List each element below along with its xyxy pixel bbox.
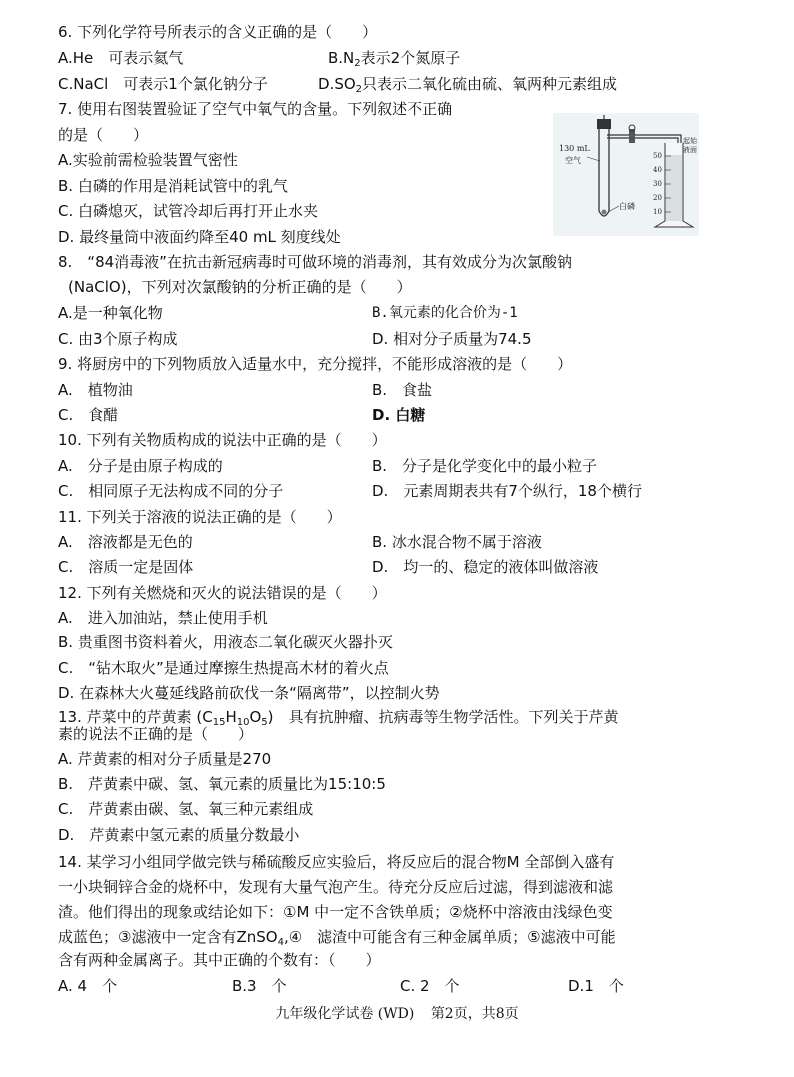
q6-option-b: $B.N_2$表示2个氮原子	[328, 49, 461, 69]
q9-option-c: C. 食醋	[58, 406, 119, 424]
q10-option-d: D. 元素周期表共有7个纵行，18个横行	[372, 482, 642, 500]
q11-option-d: D. 均一的、稳定的液体叫做溶液	[372, 558, 599, 576]
q14-line4: 成蓝色；③滤液中一定含有ZnSO$_4$,④ 滤渣中可能含有三种金属单质；⑤滤液中可能	[58, 928, 616, 948]
tube-volume-label: 130 mL	[559, 144, 590, 153]
q14-option-a: A. 4 个	[58, 977, 118, 995]
q6-option-d: $D.SO_2$只表示二氧化硫由硫、氧两种元素组成	[318, 75, 618, 95]
q7-option-d: D. 最终量筒中液面约降至40 mL 刻度线处	[58, 228, 341, 246]
q14-option-c: C. 2 个	[400, 977, 460, 995]
q10-option-a: A. 分子是由原子构成的	[58, 457, 223, 475]
q12-option-d: D. 在森林大火蔓延线路前砍伐一条“隔离带”，以控制火势	[58, 684, 440, 702]
phosphorus-sample	[602, 210, 607, 215]
q12-option-b: B. 贵重图书资料着火，用液态二氧化碳灭火器扑灭	[58, 633, 393, 651]
q9-option-b: B. 食盐	[372, 381, 433, 399]
start-level-label1: 起始	[683, 137, 697, 145]
q6-option-a: A.He 可表示氦气	[58, 49, 184, 67]
exam-title: 九年级化学试卷 (WD)	[275, 1006, 415, 1022]
q12-option-a: A. 进入加油站，禁止使用手机	[58, 609, 268, 627]
phosphorus-label: 白磷	[619, 202, 635, 211]
q9-stem: 9. 将厨房中的下列物质放入适量水中，充分搅拌，不能形成溶液的是（ ）	[58, 355, 573, 373]
q14-line3: 渣。他们得出的现象或结论如下：①M 中一定不含铁单质；②烧杯中溶液由浅绿色变	[58, 903, 613, 921]
tick-30: 30	[653, 180, 662, 188]
q13-option-a: A. 芹黄素的相对分子质量是270	[58, 750, 272, 768]
q11-stem: 11. 下列关于溶液的说法正确的是（ ）	[58, 508, 342, 526]
q13-stem-line1: 13. 芹菜中的芹黄素 $(C_{15}H_{10}O_5)$ 具有抗肿瘤、抗病毒等生物学活性。下列关于芹黄	[58, 708, 619, 728]
q13-option-c: C. 芹黄素由碳、氢、氧三种元素组成	[58, 800, 314, 818]
q8-option-b: B.氧元素的化合价为-1	[372, 305, 518, 321]
q14-line1: 14. 某学习小组同学做完铁与稀硫酸反应实验后，将反应后的混合物M 全部倒入盛有	[58, 853, 615, 871]
page-footer	[0, 1003, 794, 1023]
q8-stem-line1: 8. “84消毒液”在抗击新冠病毒时可做环境的消毒剂，其有效成分为次氯酸钠	[58, 253, 572, 271]
q8-stem-line2: (NaClO)，下列对次氯酸钠的分析正确的是（ ）	[68, 278, 412, 296]
tube-air-label: 空气	[565, 156, 581, 165]
q10-stem: 10. 下列有关物质构成的说法中正确的是（ ）	[58, 431, 387, 449]
q7-option-a: A.实验前需检验装置气密性	[58, 151, 238, 169]
q8-option-a: A.是一种氧化物	[58, 304, 163, 322]
q12-option-c: C. “钻木取火”是通过摩擦生热提高木材的着火点	[58, 659, 389, 677]
q12-stem: 12. 下列有关燃烧和灭火的说法错误的是（ ）	[58, 584, 387, 602]
q14-option-d: D.1 个	[568, 977, 624, 995]
q11-option-c: C. 溶质一定是固体	[58, 558, 194, 576]
q9-option-d: D. 白糖	[372, 406, 426, 424]
q7-stem-line2: 的是（ ）	[58, 126, 149, 144]
q11-option-b: B. 冰水混合物不属于溶液	[372, 533, 542, 551]
q10-option-b: B. 分子是化学变化中的最小粒子	[372, 457, 598, 475]
page-number: 第2页，共8页	[430, 1006, 519, 1022]
q6-stem: 6. 下列化学符号所表示的含义正确的是（ ）	[58, 23, 378, 41]
q11-option-a: A. 溶液都是无色的	[58, 533, 193, 551]
q10-option-c: C. 相同原子无法构成不同的分子	[58, 482, 284, 500]
tick-20: 20	[653, 194, 662, 202]
q9-option-a: A. 植物油	[58, 381, 133, 399]
q13-stem-line2: 素的说法不正确的是（ ）	[58, 725, 254, 743]
q7-option-b: B. 白磷的作用是消耗试管中的乳气	[58, 177, 288, 195]
tick-50: 50	[653, 152, 662, 160]
start-level-label2: 液面	[683, 146, 697, 154]
tick-10: 10	[653, 208, 662, 216]
q8-option-c: C. 由3个原子构成	[58, 330, 178, 348]
q14-line5: 含有两种金属离子。其中正确的个数有：（ ）	[58, 951, 381, 969]
tick-40: 40	[653, 166, 662, 174]
q13-option-b: B. 芹黄素中碳、氢、氧元素的质量比为15:10:5	[58, 775, 386, 793]
q6-option-c: C.NaCl 可表示1个氯化钠分子	[58, 75, 268, 93]
q14-line2: 一小块铜锌合金的烧杯中，发现有大量气泡产生。待充分反应后过滤，得到滤液和滤	[58, 878, 614, 896]
q13-option-d: D. 芹黄素中氢元素的质量分数最小	[58, 826, 300, 844]
q14-option-b: B.3 个	[232, 977, 287, 995]
q7-option-c: C. 白磷熄灭，试管冷却后再打开止水夹	[58, 202, 319, 220]
q8-option-d: D. 相对分子质量为74.5	[372, 330, 532, 348]
oxygen-apparatus-figure	[553, 113, 699, 236]
q7-stem-line1: 7. 使用右图装置验证了空气中氧气的含量。下列叙述不正确	[58, 100, 453, 118]
